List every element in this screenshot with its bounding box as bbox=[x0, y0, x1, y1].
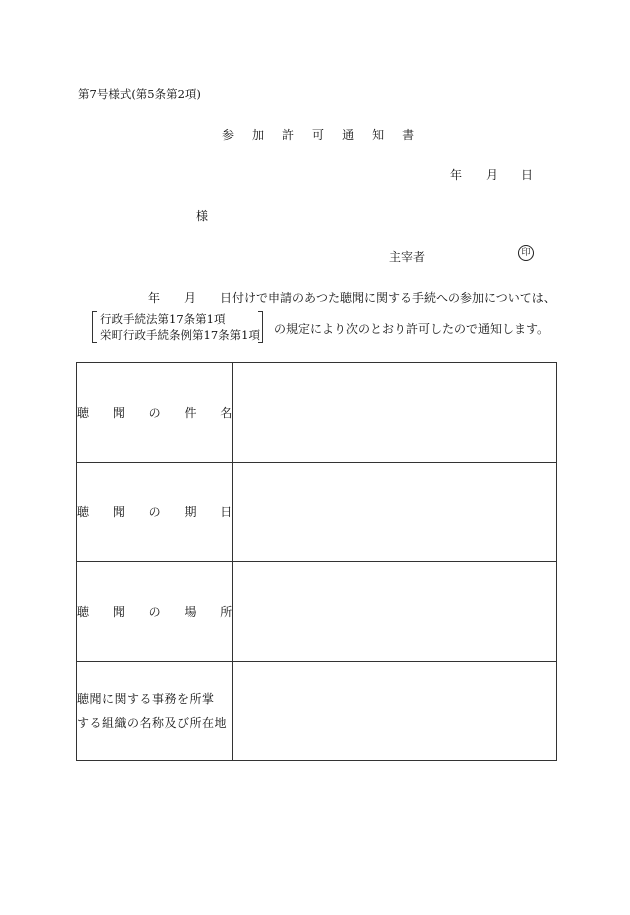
title-char: 通 bbox=[342, 128, 355, 142]
date-month-label: 月 bbox=[486, 168, 499, 182]
left-bracket bbox=[92, 311, 97, 343]
label-char: 聴 bbox=[77, 405, 90, 420]
label-char: 所 bbox=[220, 604, 233, 619]
right-bracket bbox=[258, 311, 263, 343]
table-row bbox=[77, 562, 557, 662]
hearing-place-label bbox=[77, 562, 233, 662]
title-char: 知 bbox=[372, 128, 385, 142]
hearing-subject-label bbox=[77, 363, 233, 463]
label-char: 日 bbox=[220, 505, 233, 520]
responsible-organization-label bbox=[77, 661, 233, 761]
label-char: の bbox=[148, 505, 161, 520]
label-char: 聴 bbox=[77, 505, 90, 520]
form-number: 第7号様式(第5条第2項) bbox=[78, 87, 201, 101]
date-year-label: 年 bbox=[450, 168, 463, 182]
body-sentence-line1: 日付けで申請のあつた聴聞に関する手続への参加については、 bbox=[220, 291, 556, 305]
title-char: 可 bbox=[312, 128, 325, 142]
hearing-date-value[interactable] bbox=[233, 462, 557, 562]
table-row bbox=[77, 661, 557, 761]
title-char: 加 bbox=[252, 128, 265, 142]
label-char: 聞 bbox=[112, 604, 125, 619]
body-year-label: 年 bbox=[148, 291, 161, 305]
hearing-place-value[interactable] bbox=[233, 562, 557, 662]
label-char: 名 bbox=[220, 405, 233, 420]
law-reference-bracket bbox=[92, 311, 263, 343]
title-char: 書 bbox=[402, 128, 415, 142]
label-char: の bbox=[148, 604, 161, 619]
label-char: の bbox=[148, 405, 161, 420]
hearing-subject-value[interactable] bbox=[233, 363, 557, 463]
document-title bbox=[222, 126, 432, 143]
body-sentence-line2: の規定により次のとおり許可したので通知します。 bbox=[274, 322, 550, 336]
table-row bbox=[77, 363, 557, 463]
title-char: 許 bbox=[282, 128, 295, 142]
responsible-organization-line2: する組織の名称及び所在地 bbox=[77, 715, 228, 730]
law-reference-1: 行政手続法第17条第1項 bbox=[100, 312, 226, 326]
label-char: 期 bbox=[184, 505, 197, 520]
body-month-label: 月 bbox=[184, 291, 197, 305]
seal-mark: 印 bbox=[518, 245, 534, 261]
responsible-organization-value[interactable] bbox=[233, 661, 557, 761]
responsible-organization-line1: 聴聞に関する事務を所掌 bbox=[77, 691, 215, 706]
addressee-suffix: 様 bbox=[196, 209, 209, 223]
date-day-label: 日 bbox=[521, 168, 534, 182]
label-char: 聞 bbox=[112, 505, 125, 520]
table-row bbox=[77, 462, 557, 562]
label-char: 聞 bbox=[112, 405, 125, 420]
label-char: 件 bbox=[184, 405, 197, 420]
hearing-date-label bbox=[77, 462, 233, 562]
title-char: 参 bbox=[222, 128, 235, 142]
label-char: 場 bbox=[184, 604, 197, 619]
label-char: 聴 bbox=[77, 604, 90, 619]
law-reference-2: 栄町行政手続条例第17条第1項 bbox=[100, 328, 260, 342]
organizer-label: 主宰者 bbox=[389, 250, 426, 264]
permission-details-table bbox=[76, 362, 557, 761]
